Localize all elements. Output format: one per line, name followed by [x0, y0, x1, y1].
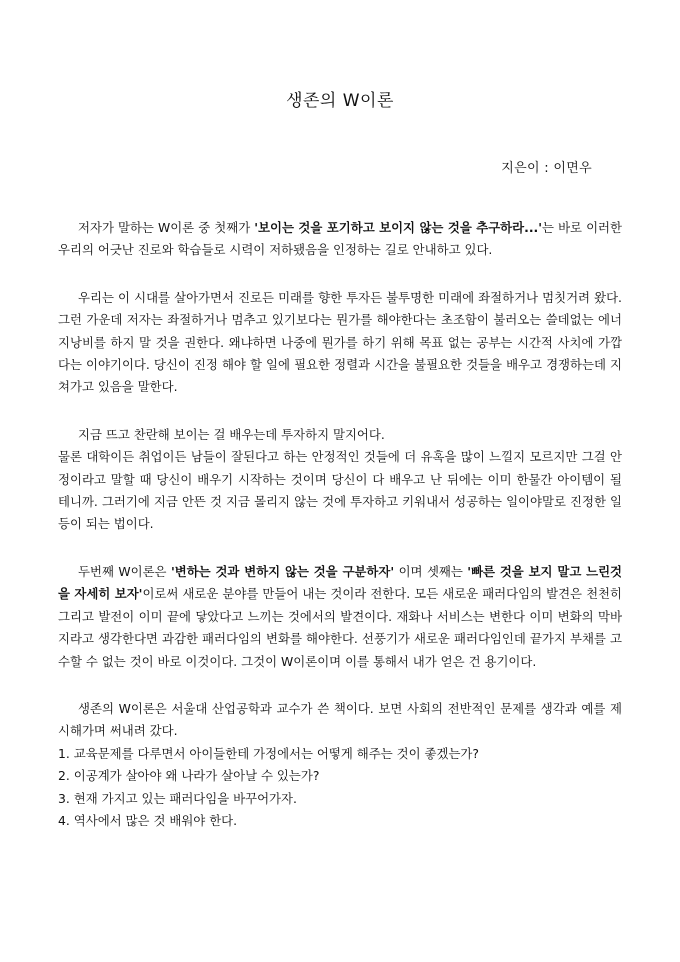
- paragraph-2: [58, 287, 622, 399]
- document-body: [58, 217, 622, 832]
- paragraph-4: [58, 561, 622, 673]
- list-item: 2. 이공계가 살아야 왜 나라가 살아날 수 있는가?: [58, 768, 320, 784]
- paragraph-4-bold-1: '변하는 것과 변하지 않는 것을 구분하자': [170, 563, 395, 579]
- paragraph-5: [58, 698, 622, 743]
- paragraph-5-text: 생존의 W이론은 서울대 산업공학과 교수가 쓴 책이다. 보면 사회의 전반적인 문제를 생각과 예를 제시해가며 써내려 갔다.: [58, 700, 622, 739]
- list-item: 1. 교육문제를 다루면서 아이들한테 가정에서는 어떻게 해주는 것이 좋겠는가?: [58, 745, 479, 761]
- paragraph-4-pre: 두번째 W이론은: [78, 563, 171, 579]
- paragraph-1-pre: 저자가 말하는 W이론 중 첫째가: [78, 220, 255, 235]
- list-item: 3. 현재 가지고 있는 패러다임을 바꾸어가자.: [58, 790, 297, 806]
- paragraph-2-text: 우리는 이 시대를 살아가면서 진로든 미래를 향한 투자든 불투명한 미래에 좌절하거나 멈칫거려 왔다. 그런 가운데 저자는 좌절하거나 멈추고 있기보다는 뭔가를 해야한다는 초조함이 불러오는 쓸데없는 에너지낭비를 하지 말 것을 권한다. 왜냐하면 나중에 뭔가를 하기 위해 목표 없는 공부는 시간적 사치에 가깝다는 이야기이다. 당신이 진정 해야 할 일에 필요한 정렬과 시간을 불필요한 것들을 배우고 경쟁하는데 지쳐가고 있음을 말한다.: [58, 289, 622, 395]
- author-line: 지은이 : 이면우: [501, 161, 592, 176]
- paragraph-3-rest: 물론 대학이든 취업이든 남들이 잘된다고 하는 안정적인 것들에 더 유혹을 많이 느낄지 모르지만 그걸 안정이라고 말할 때 당신이 배우기 시작하는 것이며 당신이 다 배우고 난 뒤에는 이미 한물간 아이템이 될 테니까. 그러기에 지금 안뜬 것 지금 몰리지 않는 것에 투자하고 키워내서 성공하는 일이야말로 진정한 일등이 되는 법이다.: [58, 449, 622, 532]
- paragraph-4-post: 이로써 새로운 분야를 만들어 내는 것이라 전한다. 모든 새로운 패러다임의 발견은 천천히 그리고 발전이 이미 끝에 닿았다고 느끼는 것에서의 발견이다. 재화나 서비스는 변한다 이미 변화의 막바지라고 생각한다면 과감한 패러다임의 변화를 해야한다. 선풍기가 새로운 패러다임인데 끝가지 부채를 고수할 수 없는 것이 바로 이것이다. 그것이 W이론이며 이를 통해서 내가 얻은 건 용기이다.: [58, 586, 622, 669]
- document-title: 생존의 W이론: [286, 91, 394, 111]
- paragraph-3-line1-text: 지금 뜨고 찬란해 보이는 걸 배우는데 투자하지 말지어다.: [78, 426, 385, 442]
- paragraph-1-post: 는 바로 이러한 우리의 어긋난 진로와 학습들로 시력이 저하됐음을 인정하는 길로 안내하고 있다.: [58, 220, 622, 258]
- paragraph-4-bold-2: '빠른 것을 보지 말고 느린것을 자세히 보자': [58, 563, 623, 602]
- paragraph-3-line1: [58, 424, 622, 446]
- paragraph-1: [58, 217, 622, 262]
- list-item: 4. 역사에서 많은 것 배워야 한다.: [58, 812, 238, 828]
- paragraph-1-bold: '보이는 것을 포기하고 보이지 않는 것을 추구하라...': [254, 220, 543, 235]
- paragraph-4-mid: 이며 셋째는: [394, 563, 468, 579]
